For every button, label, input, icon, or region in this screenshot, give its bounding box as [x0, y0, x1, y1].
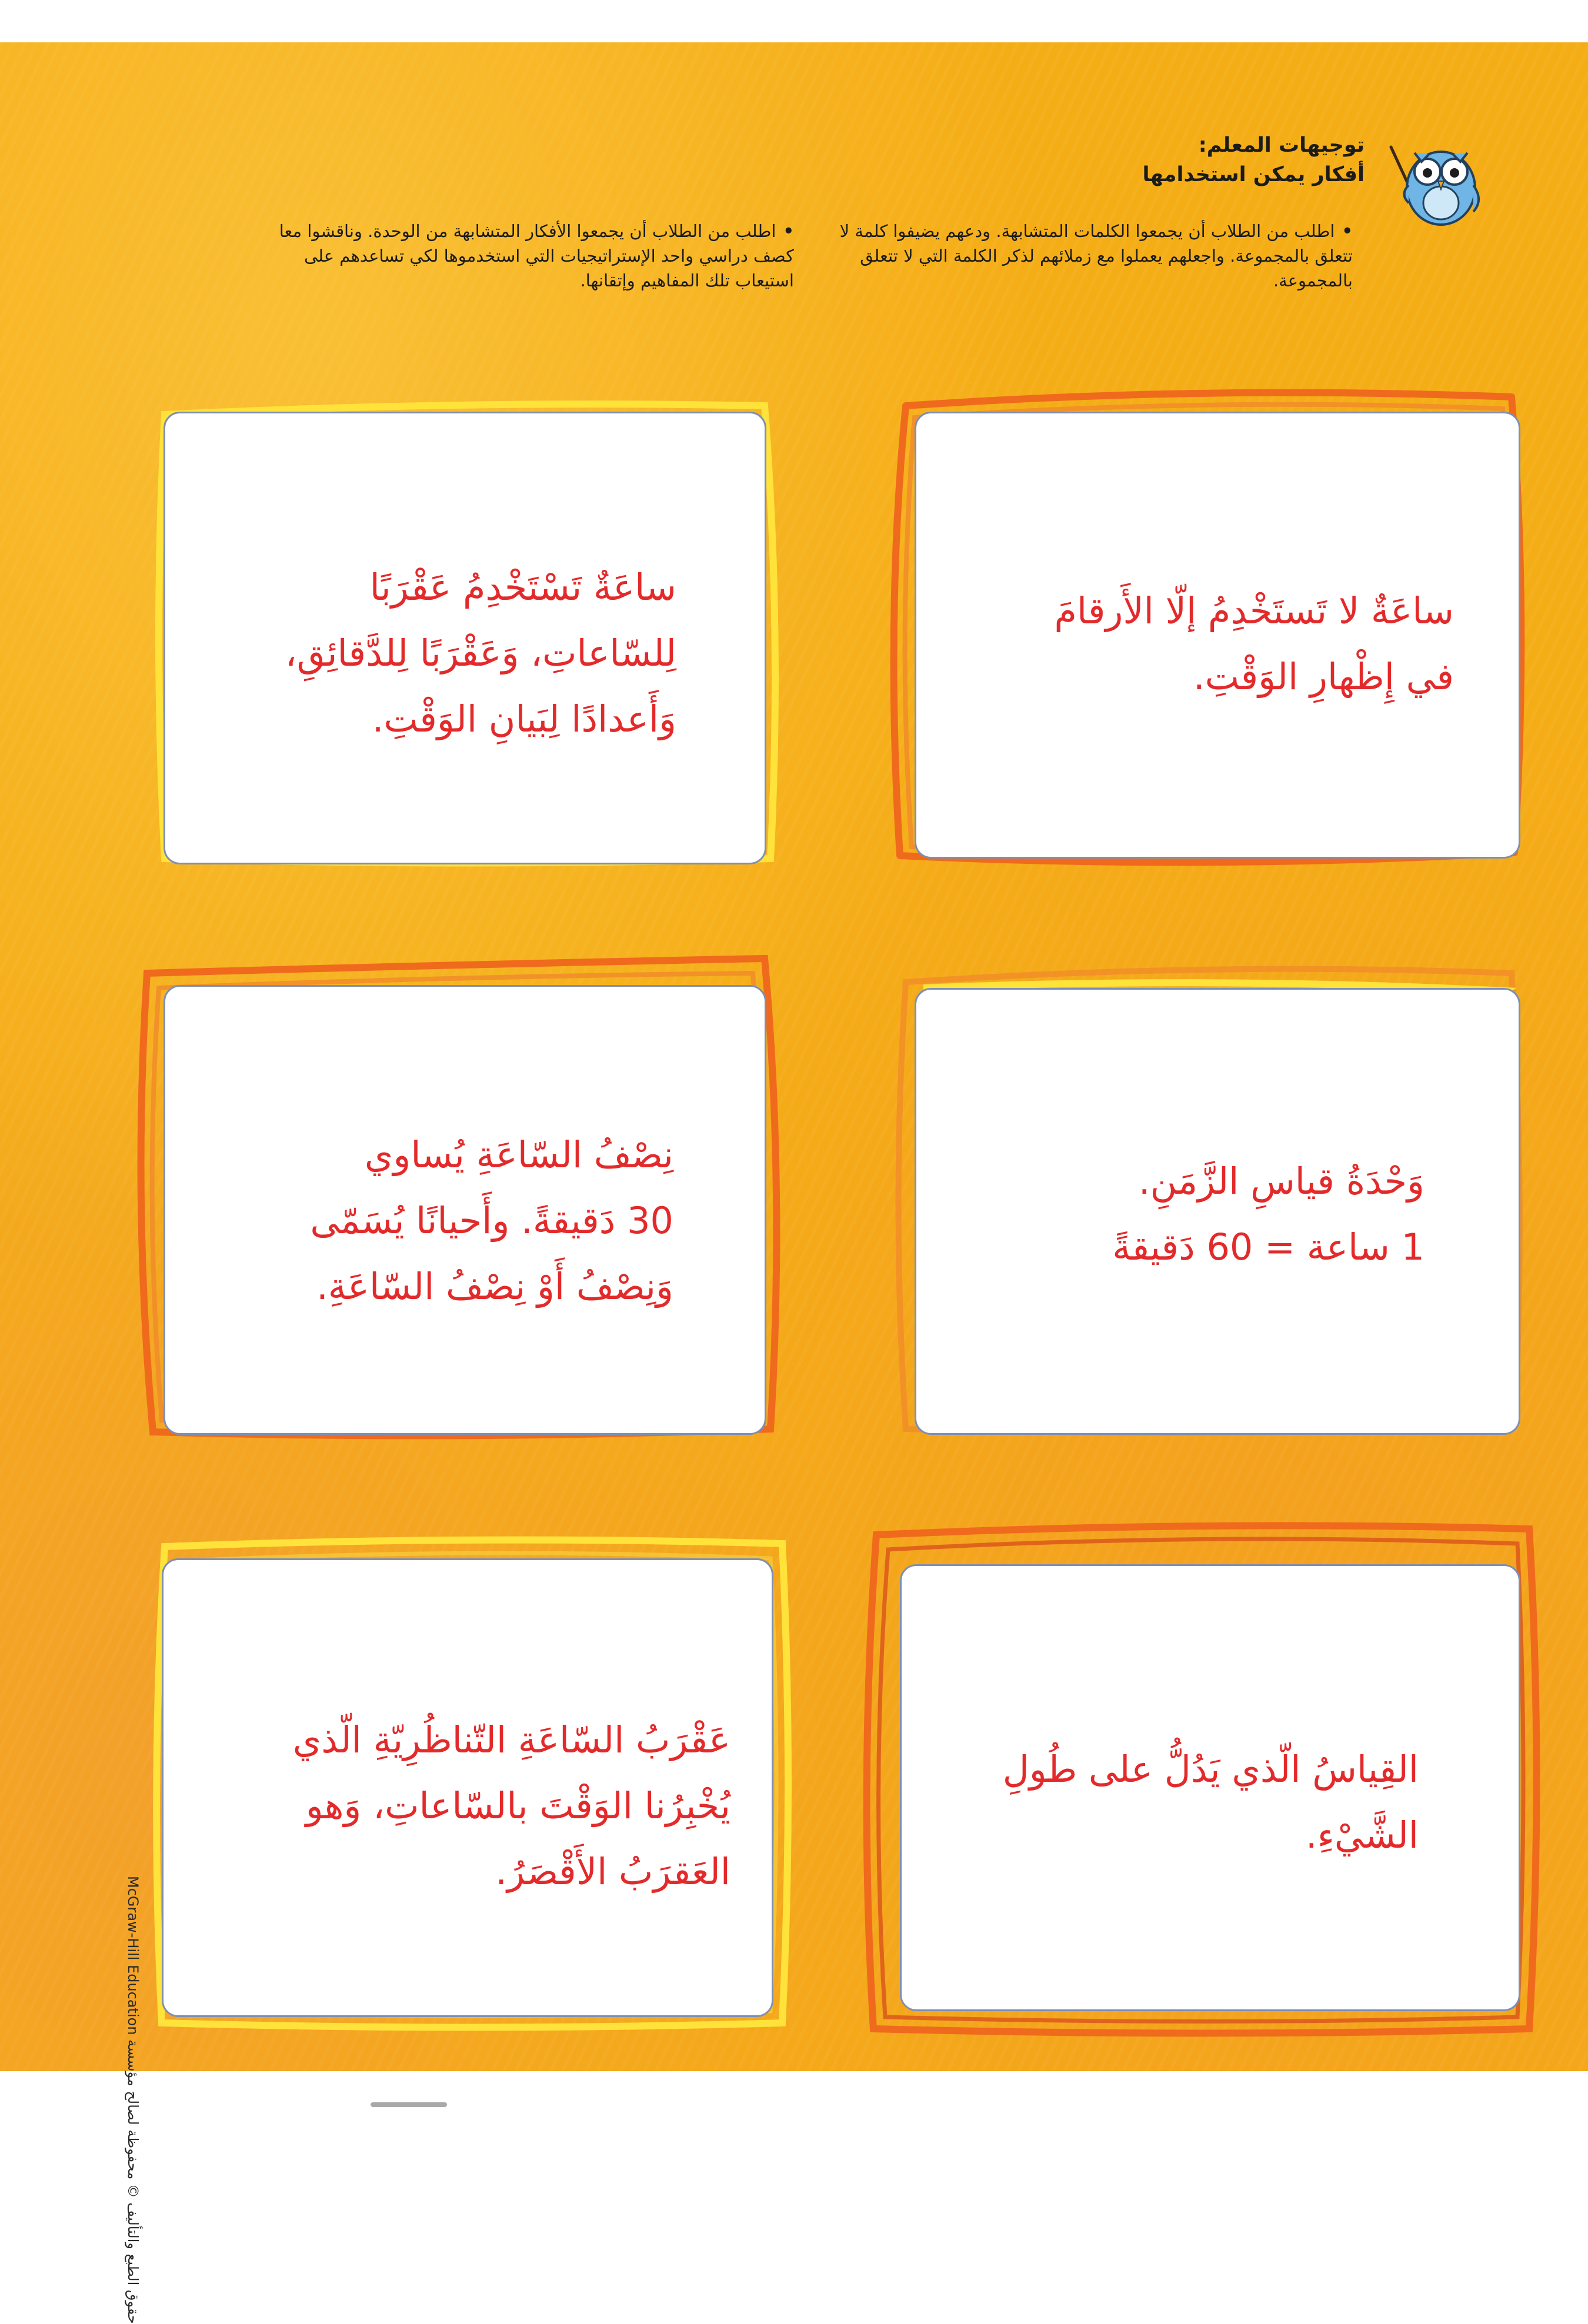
card-definition-text: القِياسُ الّذي يَدُلُّ على طُولِ الشَّيْءِ. [1002, 1748, 1419, 1856]
teacher-note-1 [835, 219, 1353, 293]
teacher-notes-subtitle: أفكار يمكن استخدامها [1142, 163, 1365, 186]
vocabulary-card[interactable] [162, 1558, 773, 2017]
copyright-credit [125, 1876, 141, 2324]
teacher-note-2 [276, 219, 794, 293]
card-definition-text: ساعَةٌ تَسْتَخْدِمُ عَقْرَبًا لِلسّاعاتِ، وَعَقْرَبًا لِلدَّقائِقِ، وَأَعدادًا لِبَيانِ الوَقْتِ. [285, 566, 676, 740]
teacher-note-1-text: اطلب من الطلاب أن يجمعوا الكلمات المتشابهة. ودعهم يضيفوا كلمة لا تتعلق بالمجموعة. واجعلهم يعملوا مع زملائهم لذكر الكلمة التي لا تتعلق بالمجموعة. [839, 221, 1353, 290]
card-definition-text: وَحْدَةُ قياسِ الزَّمَنِ. 1 ساعة = 60 دَقيقةً [1112, 1160, 1424, 1268]
teacher-notes-heading [1012, 131, 1365, 189]
card-definition-text: عَقْرَبُ السّاعَةِ التّناظُرِيّةِ الّذي يُخْبِرُنا الوَقْتَ بالسّاعاتِ، وَهو العَقرَبُ الأَقْصَرُ. [292, 1718, 730, 1893]
card-frame-bottom-right [853, 1517, 1544, 2046]
card-frame-top-left [141, 388, 800, 876]
vocabulary-card[interactable] [164, 985, 766, 1435]
bullet-point: • [1342, 221, 1353, 241]
home-indicator-bar[interactable] [371, 2102, 447, 2107]
owl-mascot-icon [1385, 129, 1485, 229]
vocabulary-card[interactable] [915, 412, 1520, 859]
bullet-point: • [783, 221, 794, 241]
teacher-notes-title: توجيهات المعلم: [1198, 133, 1365, 157]
card-definition-text: نِصْفُ السّاعَةِ يُساوي 30 دَقيقةً. وأَحيانًا يُسَمّى وَنِصْفُ أَوْ نِصْفُ السّاعَةِ. [310, 1133, 673, 1308]
card-definition-text: ساعَةٌ لا تَستَخْدِمُ إلّا الأَرقامَ في إِظْهارِ الوَقْتِ. [1054, 589, 1454, 698]
vocabulary-card[interactable] [900, 1564, 1520, 2011]
card-frame-middle-right [882, 956, 1529, 1450]
vocabulary-card[interactable] [915, 988, 1520, 1435]
card-frame-bottom-left [141, 1523, 806, 2041]
teacher-note-2-text: اطلب من الطلاب أن يجمعوا الأفكار المتشابهة من الوحدة. وناقشوا معا كصف دراسي واحد الإستراتيجيات التي استخدموها لكي تساعدهم على استيعاب تلك المفاهيم وإتقانها. [279, 221, 794, 290]
card-frame-middle-left [126, 956, 800, 1444]
vocabulary-card[interactable] [164, 412, 766, 864]
card-frame-top-right [882, 382, 1529, 876]
copyright-brand: McGraw-Hill Education [125, 1876, 141, 2035]
copyright-arabic: حقوق الطبع والتأليف © محفوظة لصالح مؤسسة [125, 2039, 141, 2324]
